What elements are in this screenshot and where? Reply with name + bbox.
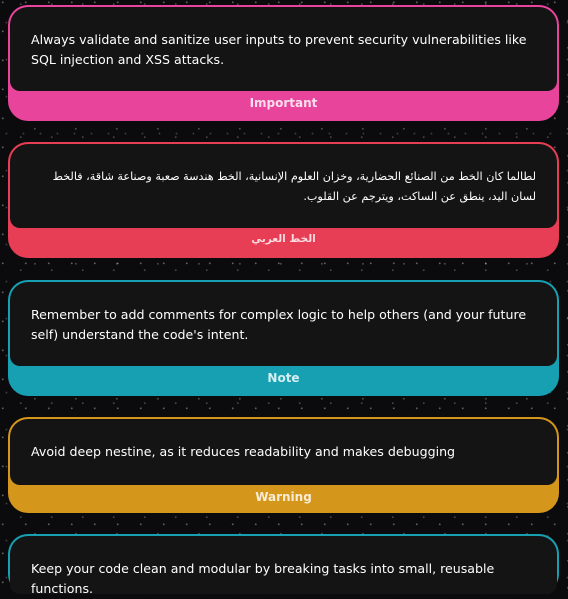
callout-label: الخط العربي	[251, 233, 316, 245]
callout-card-important	[8, 5, 559, 121]
callout-body	[10, 144, 557, 228]
callout-card-warning	[8, 417, 559, 513]
callout-card-arabic	[8, 142, 559, 258]
callout-label: Note	[267, 371, 300, 385]
callout-label: Important	[249, 96, 318, 110]
callout-body	[10, 7, 557, 91]
callout-text: Remember to add comments for complex logic to help others (and your future self) understand the code's intent.	[31, 307, 527, 342]
callout-body	[10, 419, 557, 485]
callout-text: Avoid deep nestine, as it reduces readability and makes debugging	[31, 444, 456, 459]
callout-card-tip	[8, 534, 559, 594]
callout-label: Warning	[255, 490, 312, 504]
callout-card-note	[8, 280, 559, 396]
callout-body	[10, 282, 557, 366]
callout-body	[10, 536, 557, 594]
callout-text: لطالما كان الخط من الصنائع الحضارية، وخزان العلوم الإنسانية، الخط هندسة صعبة وصناعة شاقة، فالخط لسان اليد، ينطق عن الساكت، ويترجم عن القلوب.	[52, 170, 536, 203]
callout-text: Always validate and sanitize user inputs to prevent security vulnerabilities like SQL injection and XSS attacks.	[31, 32, 527, 67]
callout-text: Keep your code clean and modular by breaking tasks into small, reusable functions.	[31, 561, 495, 596]
